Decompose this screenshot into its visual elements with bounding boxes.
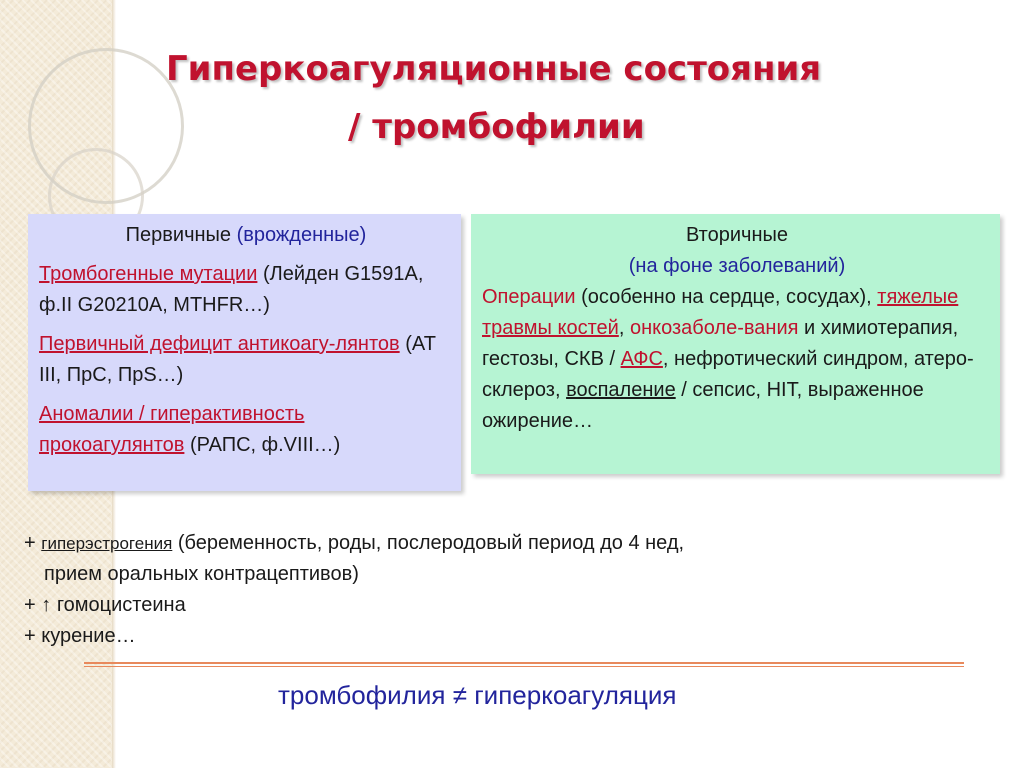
primary-item-deficit-detail: (AT III, ПрС, ПрS…): [39, 333, 436, 386]
primary-header-sub: (врожденные): [236, 224, 367, 246]
secondary-header-main: Вторичные: [686, 224, 788, 246]
up-arrow-icon: ↑: [41, 594, 52, 616]
factor-homocysteine: [24, 590, 924, 621]
plus-sign: +: [24, 594, 36, 616]
secondary-text-part: ,: [618, 317, 630, 339]
primary-box: [28, 214, 461, 491]
hyperestrogenism-detail: (беременность, роды, послеродовый период до 4 нед,: [172, 532, 685, 554]
secondary-header-sub: (на фоне заболеваний): [628, 255, 846, 277]
secondary-box: [471, 214, 1000, 474]
not-equal-icon: ≠: [452, 680, 467, 710]
secondary-aps: АФС: [620, 348, 663, 370]
primary-item-anomalies: [39, 399, 453, 461]
primary-item-anomalies-term: Аномалии / гиперактивность прокоагулянтов: [39, 403, 305, 456]
footer-statement: [278, 676, 878, 714]
factor-smoking: [24, 621, 924, 652]
primary-item-mutations-detail: (Лейден G1591A, ф.II G20210A, MTHFR…): [39, 263, 424, 316]
secondary-operations: Операции: [482, 286, 576, 308]
secondary-header: [482, 220, 992, 282]
plus-sign: +: [24, 625, 36, 647]
divider-line: [84, 662, 964, 667]
slide-title-line2: / тромбофилии: [348, 107, 645, 147]
slide-title-line1: Гиперкоагуляционные состояния: [166, 49, 822, 89]
additional-factors: [24, 528, 924, 652]
smoking-label: курение…: [41, 625, 136, 647]
secondary-text: [482, 282, 992, 437]
primary-item-mutations: [39, 259, 453, 321]
secondary-bone-trauma: тяжелые травмы костей: [482, 286, 959, 339]
primary-item-anomalies-detail: (РАПС, ф.VIII…): [184, 434, 341, 456]
secondary-text-part: (особенно на сердце, сосудах),: [575, 286, 878, 308]
secondary-inflammation: воспаление: [566, 379, 676, 401]
factor-hyperestrogenism: [24, 528, 924, 559]
primary-item-deficit: [39, 329, 453, 391]
homocysteine-label: гомоцистеина: [56, 594, 186, 616]
primary-item-mutations-term: Тромбогенные мутации: [39, 263, 258, 285]
footer-thrombophilia: тромбофилия: [278, 680, 446, 710]
hyperestrogenism-detail-line2: прием оральных контрацептивов): [44, 563, 359, 585]
primary-header-main: Первичные: [125, 224, 232, 246]
footer-hypercoagulation: гиперкоагуляция: [474, 680, 677, 710]
secondary-text-part: и химиотерапия, гестозы, СКВ /: [482, 317, 959, 370]
secondary-text-part: , нефротический синдром, атеро-склероз,: [482, 348, 974, 401]
plus-sign: +: [24, 532, 36, 554]
primary-item-deficit-term: Первичный дефицит антикоагу-лянтов: [39, 333, 400, 355]
secondary-text-part: / сепсис, HIT, выраженное ожирение…: [482, 379, 924, 432]
secondary-oncology: онкозаболе-вания: [629, 317, 799, 339]
primary-header: [39, 220, 453, 251]
slide-title: [140, 40, 860, 156]
hyperestrogenism-term: гиперэстрогения: [41, 534, 173, 553]
